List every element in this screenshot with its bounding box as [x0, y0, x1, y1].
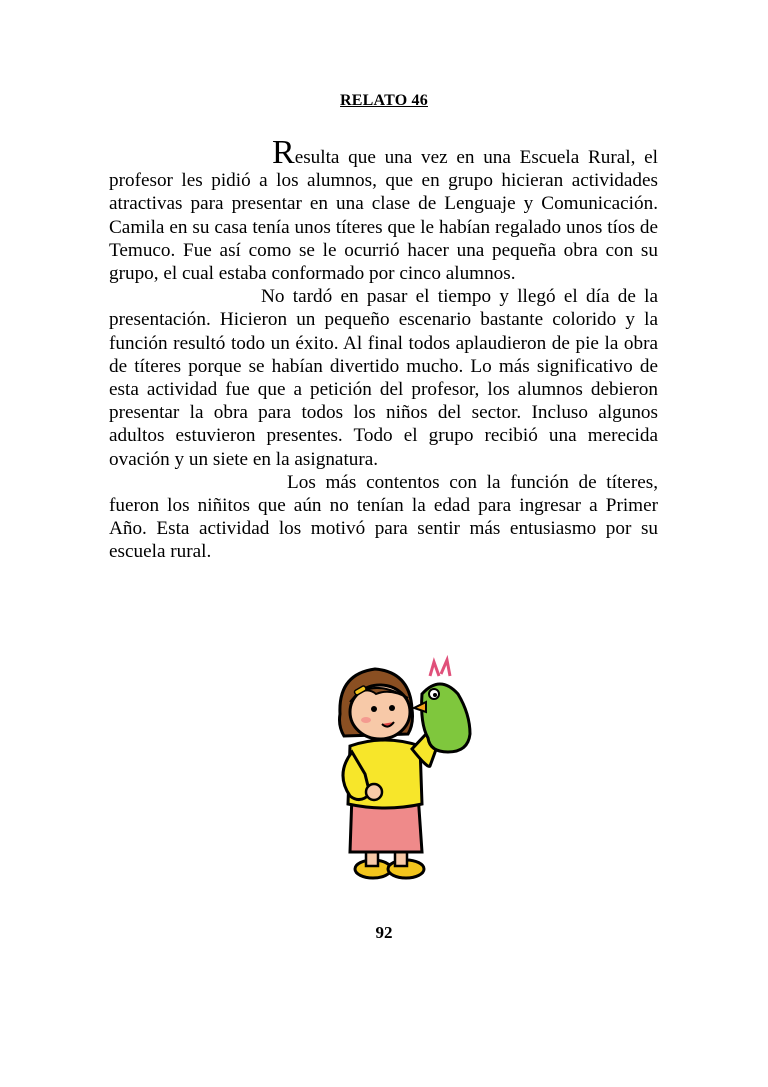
girl-with-puppet-icon [330, 654, 480, 884]
drop-cap: R [272, 134, 295, 171]
paragraph-1-text: esulta que una vez en una Escuela Rural, el profesor les pidió a los alumnos, que en grupo hicieran actividades atractivas para presentar en una clase de Lenguaje y Comunicación. Camila en su casa tenía unos títeres que le habían regalado unos tíos de Temuco. Fue así como se le ocurrió hacer una pequeña obra con su grupo, el cual estaba conformado por cinco alumnos. [109, 147, 658, 285]
paragraph-2: No tardó en pasar el tiempo y llegó el día de la presentación. Hicieron un pequeño escenario bastante colorido y la función resultó todo un éxito. Al final todos aplaudieron de pie la obra de títeres porque se habían divertido mucho. Lo más significativo de esta actividad fue que a petición del profesor, los alumnos debieron presentar la obra para todos los niños del sector. Incluso algunos adultos estuvieron presentes. Todo el grupo recibió una merecida ovación y un siete en la asignatura. [109, 286, 658, 470]
paragraph-1 [109, 134, 658, 285]
story-body [109, 134, 658, 564]
paragraph-3: Los más contentos con la función de títeres, fueron los niñitos que aún no tenían la edad para ingresar a Primer Año. Esta actividad los motivó para sentir más entusiasmo por su escuela rural. [109, 471, 658, 563]
story-title: RELATO 46 [340, 92, 428, 109]
page-number: 92 [375, 923, 393, 942]
